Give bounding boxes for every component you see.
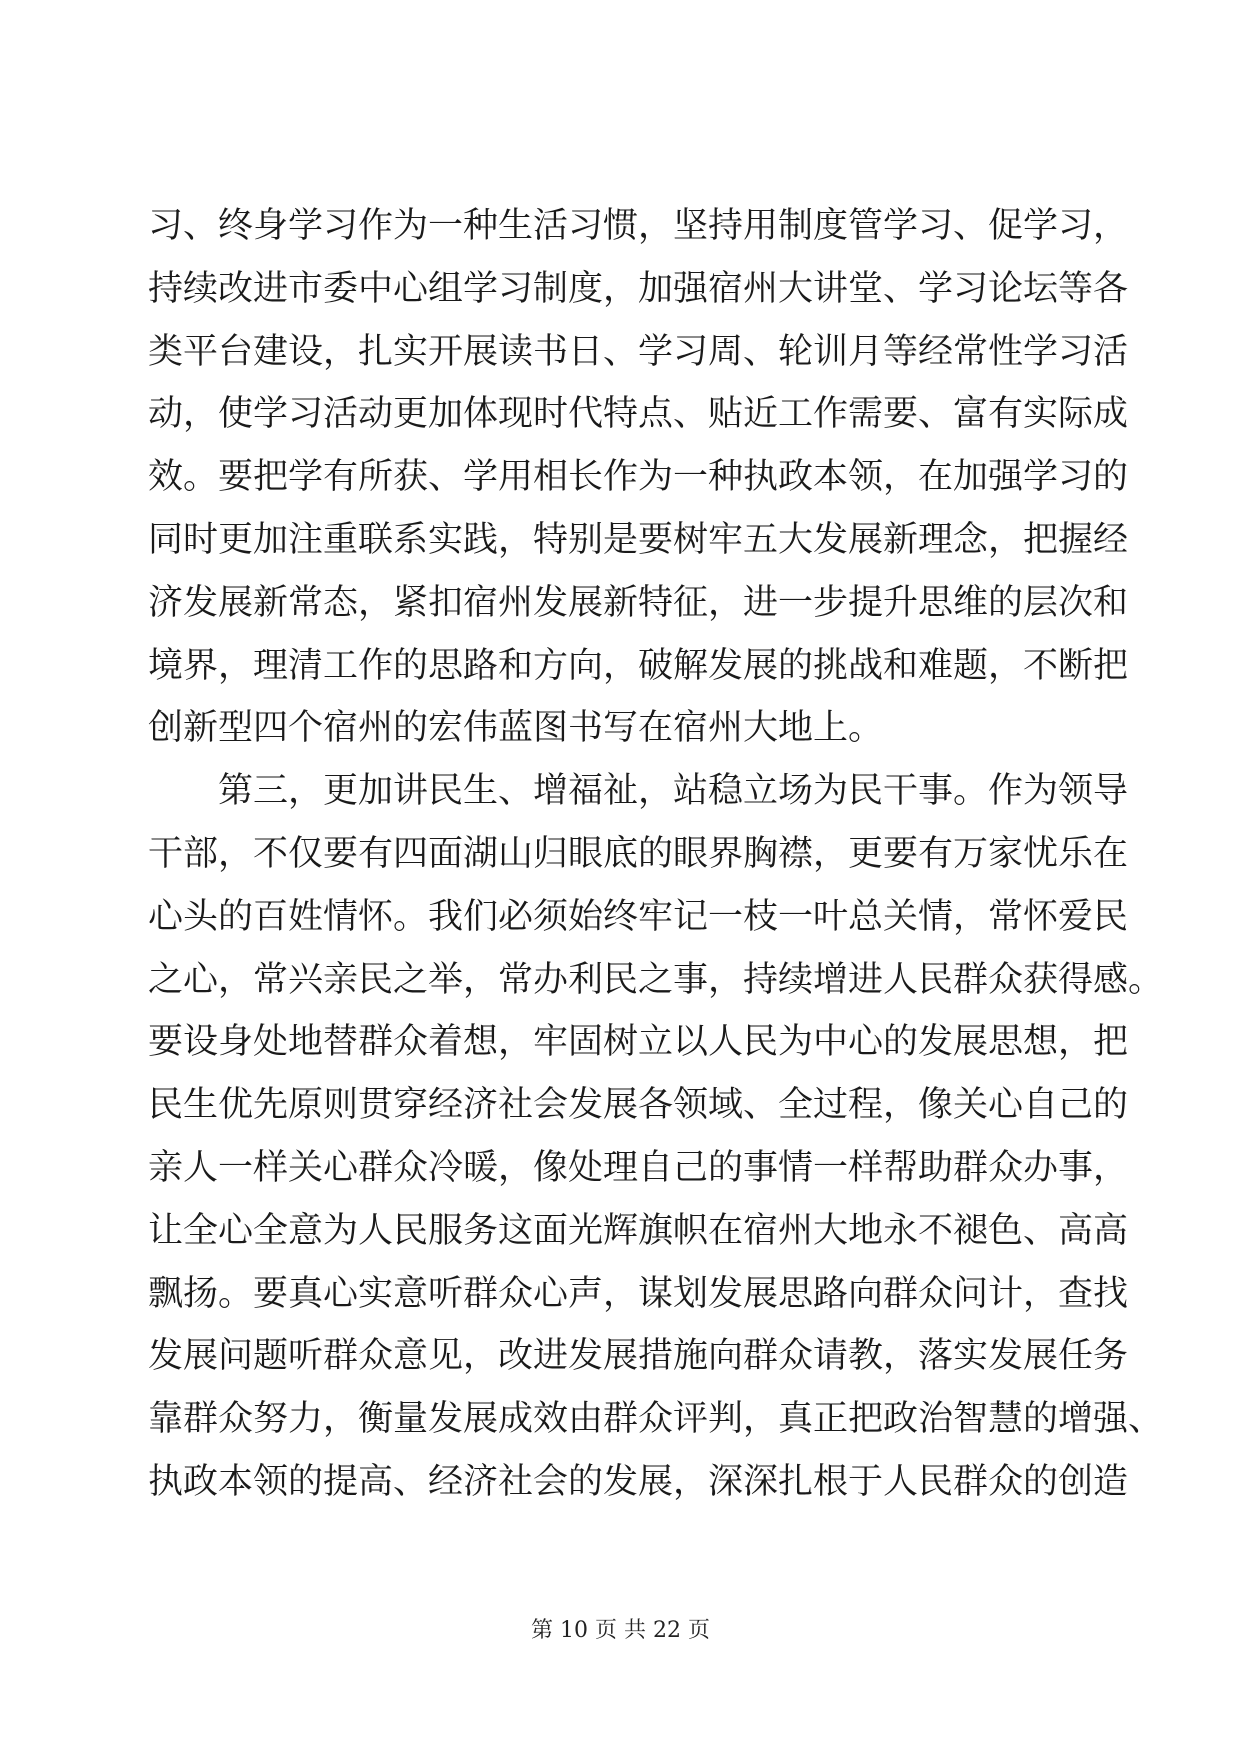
text-line: 要设身处地替群众着想，牢固树立以人民为中心的发展思想，把	[148, 1022, 1129, 1063]
text-line: 同时更加注重联系实践，特别是要树牢五大发展新理念，把握经	[148, 519, 1129, 560]
page-footer: 第 10 页 共 22 页	[531, 1618, 710, 1643]
text-line: 执政本领的提高、经济社会的发展，深深扎根于人民群众的创造	[148, 1461, 1129, 1502]
text-line: 亲人一样关心群众冷暖，像处理自己的事情一样帮助群众办事，	[148, 1147, 1129, 1188]
text-line: 之心，常兴亲民之举，常办利民之事，持续增进人民群众获得感。	[148, 959, 1164, 1000]
text-line: 干部，不仅要有四面湖山归眼底的眼界胸襟，更要有万家忧乐在	[148, 833, 1129, 874]
text-line: 让全心全意为人民服务这面光辉旗帜在宿州大地永不褪色、高高	[148, 1210, 1129, 1251]
text-line: 飘扬。要真心实意听群众心声，谋划发展思路向群众问计，查找	[148, 1273, 1129, 1314]
text-line: 发展问题听群众意见，改进发展措施向群众请教，落实发展任务	[148, 1336, 1129, 1377]
text-line: 持续改进市委中心组学习制度，加强宿州大讲堂、学习论坛等各	[148, 268, 1129, 309]
text-line: 习、终身学习作为一种生活习惯，坚持用制度管学习、促学习，	[148, 206, 1129, 246]
text-line: 动，使学习活动更加体现时代特点、贴近工作需要、富有实际成	[148, 394, 1129, 435]
body-text	[148, 195, 1164, 1514]
text-line: 靠群众努力，衡量发展成效由群众评判，真正把政治智慧的增强、	[148, 1399, 1164, 1440]
text-line: 民生优先原则贯穿经济社会发展各领域、全过程，像关心自己的	[148, 1085, 1129, 1126]
text-line: 效。要把学有所获、学用相长作为一种执政本领，在加强学习的	[148, 457, 1129, 498]
text-line: 心头的百姓情怀。我们必须始终牢记一枝一叶总关情，常怀爱民	[148, 896, 1129, 937]
text-line: 类平台建设，扎实开展读书日、学习周、轮训月等经常性学习活	[148, 331, 1129, 372]
text-line: 济发展新常态，紧扣宿州发展新特征，进一步提升思维的层次和	[148, 582, 1129, 623]
text-line: 境界，理清工作的思路和方向，破解发展的挑战和难题，不断把	[148, 645, 1129, 686]
text-line: 第三，更加讲民生、增福祉，站稳立场为民干事。作为领导	[218, 771, 1129, 812]
text-line: 创新型四个宿州的宏伟蓝图书写在宿州大地上。	[148, 708, 884, 749]
